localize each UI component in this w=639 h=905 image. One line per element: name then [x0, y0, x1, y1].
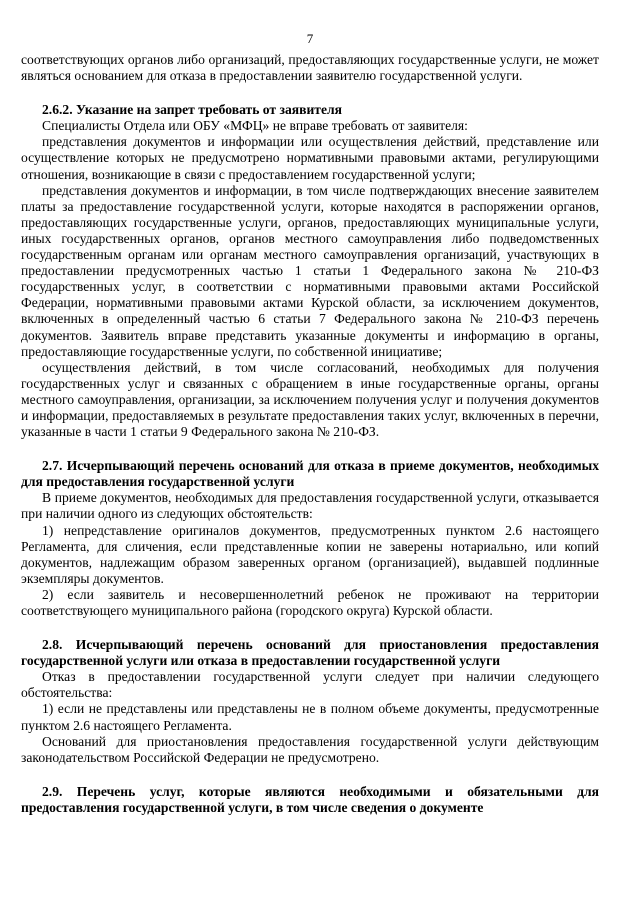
section-2-6-2-item-3: осуществления действий, в том числе согласований, необходимых для получения государственных услуг и связанных с обращением в иные государственные органы, органы местного самоуправления, организации, за исключением получения услуг и получения документов и информации, предоставляемых в результате предоставления таких услуг, включенных в перечни, указанные в части 1 статьи 9 Федерального закона № 210-ФЗ.	[21, 359, 599, 440]
section-2-6-2-intro: Специалисты Отдела или ОБУ «МФЦ» не вправе требовать от заявителя:	[42, 118, 468, 134]
section-2-7-intro: В приеме документов, необходимых для предоставления государственной услуги, отказывается при наличии одного из следующих обстоятельств:	[21, 490, 599, 522]
document-page	[21, 32, 599, 816]
section-2-6-2-item-1: представления документов и информации или осуществления действий, представление или осуществление которых не предусмотрено нормативными правовыми актами, регулирующими отношения, возникающие в связи с предоставлением государственной услуги;	[21, 134, 599, 182]
section-2-6-2-heading: 2.6.2. Указание на запрет требовать от заявителя	[42, 102, 342, 118]
section-2-8-intro: Отказ в предоставлении государственной услуги следует при наличии следующего обстоятельства:	[21, 669, 599, 701]
page-number: 7	[306, 31, 314, 46]
section-2-8-item-1: 1) если не представлены или представлены не в полном объеме документы, предусмотренные пунктом 2.6 настоящего Регламента.	[21, 701, 599, 733]
section-2-6-2-item-2: представления документов и информации, в том числе подтверждающих внесение заявителем платы за предоставление государственной услуги, которые находятся в распоряжении органов, предоставляющих государственные услуги, органов, предоставляющих муниципальные услуги, иных государственных органов, органов местного самоуправления либо подведомственных государственным органам или органам местного самоуправления организаций, участвующих в предоставлении предусмотренных частью 1 статьи 1 Федерального закона № 210-ФЗ государственных услуг, в соответствии с нормативными правовыми актами Российской Федерации, нормативными правовыми актами Курской области, за исключением документов, включенных в определенный частью 6 статьи 7 Федерального закона № 210-ФЗ перечень документов. Заявитель вправе представить указанные документы и информацию в органы, предоставляющие государственные услуги, по собственной инициативе;	[21, 182, 599, 359]
section-2-7-item-2: 2) если заявитель и несовершеннолетний ребенок не проживают на территории соответствующего муниципального района (городского округа) Курской области.	[21, 586, 599, 618]
paragraph-continued: соответствующих органов либо организаций, предоставляющих государственные услуги, не может являться основанием для отказа в предоставлении заявителю государственной услуги.	[21, 52, 599, 84]
section-2-7-heading: 2.7. Исчерпывающий перечень оснований для отказа в приеме документов, необходимых для предоставления государственной услуги	[21, 458, 599, 490]
section-2-8-item-2: Оснований для приостановления предоставления государственной услуги действующим законодательством Российской Федерации не предусмотрено.	[21, 733, 599, 765]
section-2-7-item-1: 1) непредставление оригиналов документов, предусмотренных пунктом 2.6 настоящего Регламента, для сличения, если представленные копии не заверены нотариально, или копий документов, надлежащим образом заверенных органом (организацией), выдавшей подлинные экземпляры документов.	[21, 522, 599, 586]
section-2-8-heading: 2.8. Исчерпывающий перечень оснований для приостановления предоставления государственной услуги или отказа в предоставлении государственной услуги	[21, 637, 599, 669]
section-2-9-heading: 2.9. Перечень услуг, которые являются необходимыми и обязательными для предоставления государственной услуги, в том числе сведения о документе	[21, 783, 599, 815]
